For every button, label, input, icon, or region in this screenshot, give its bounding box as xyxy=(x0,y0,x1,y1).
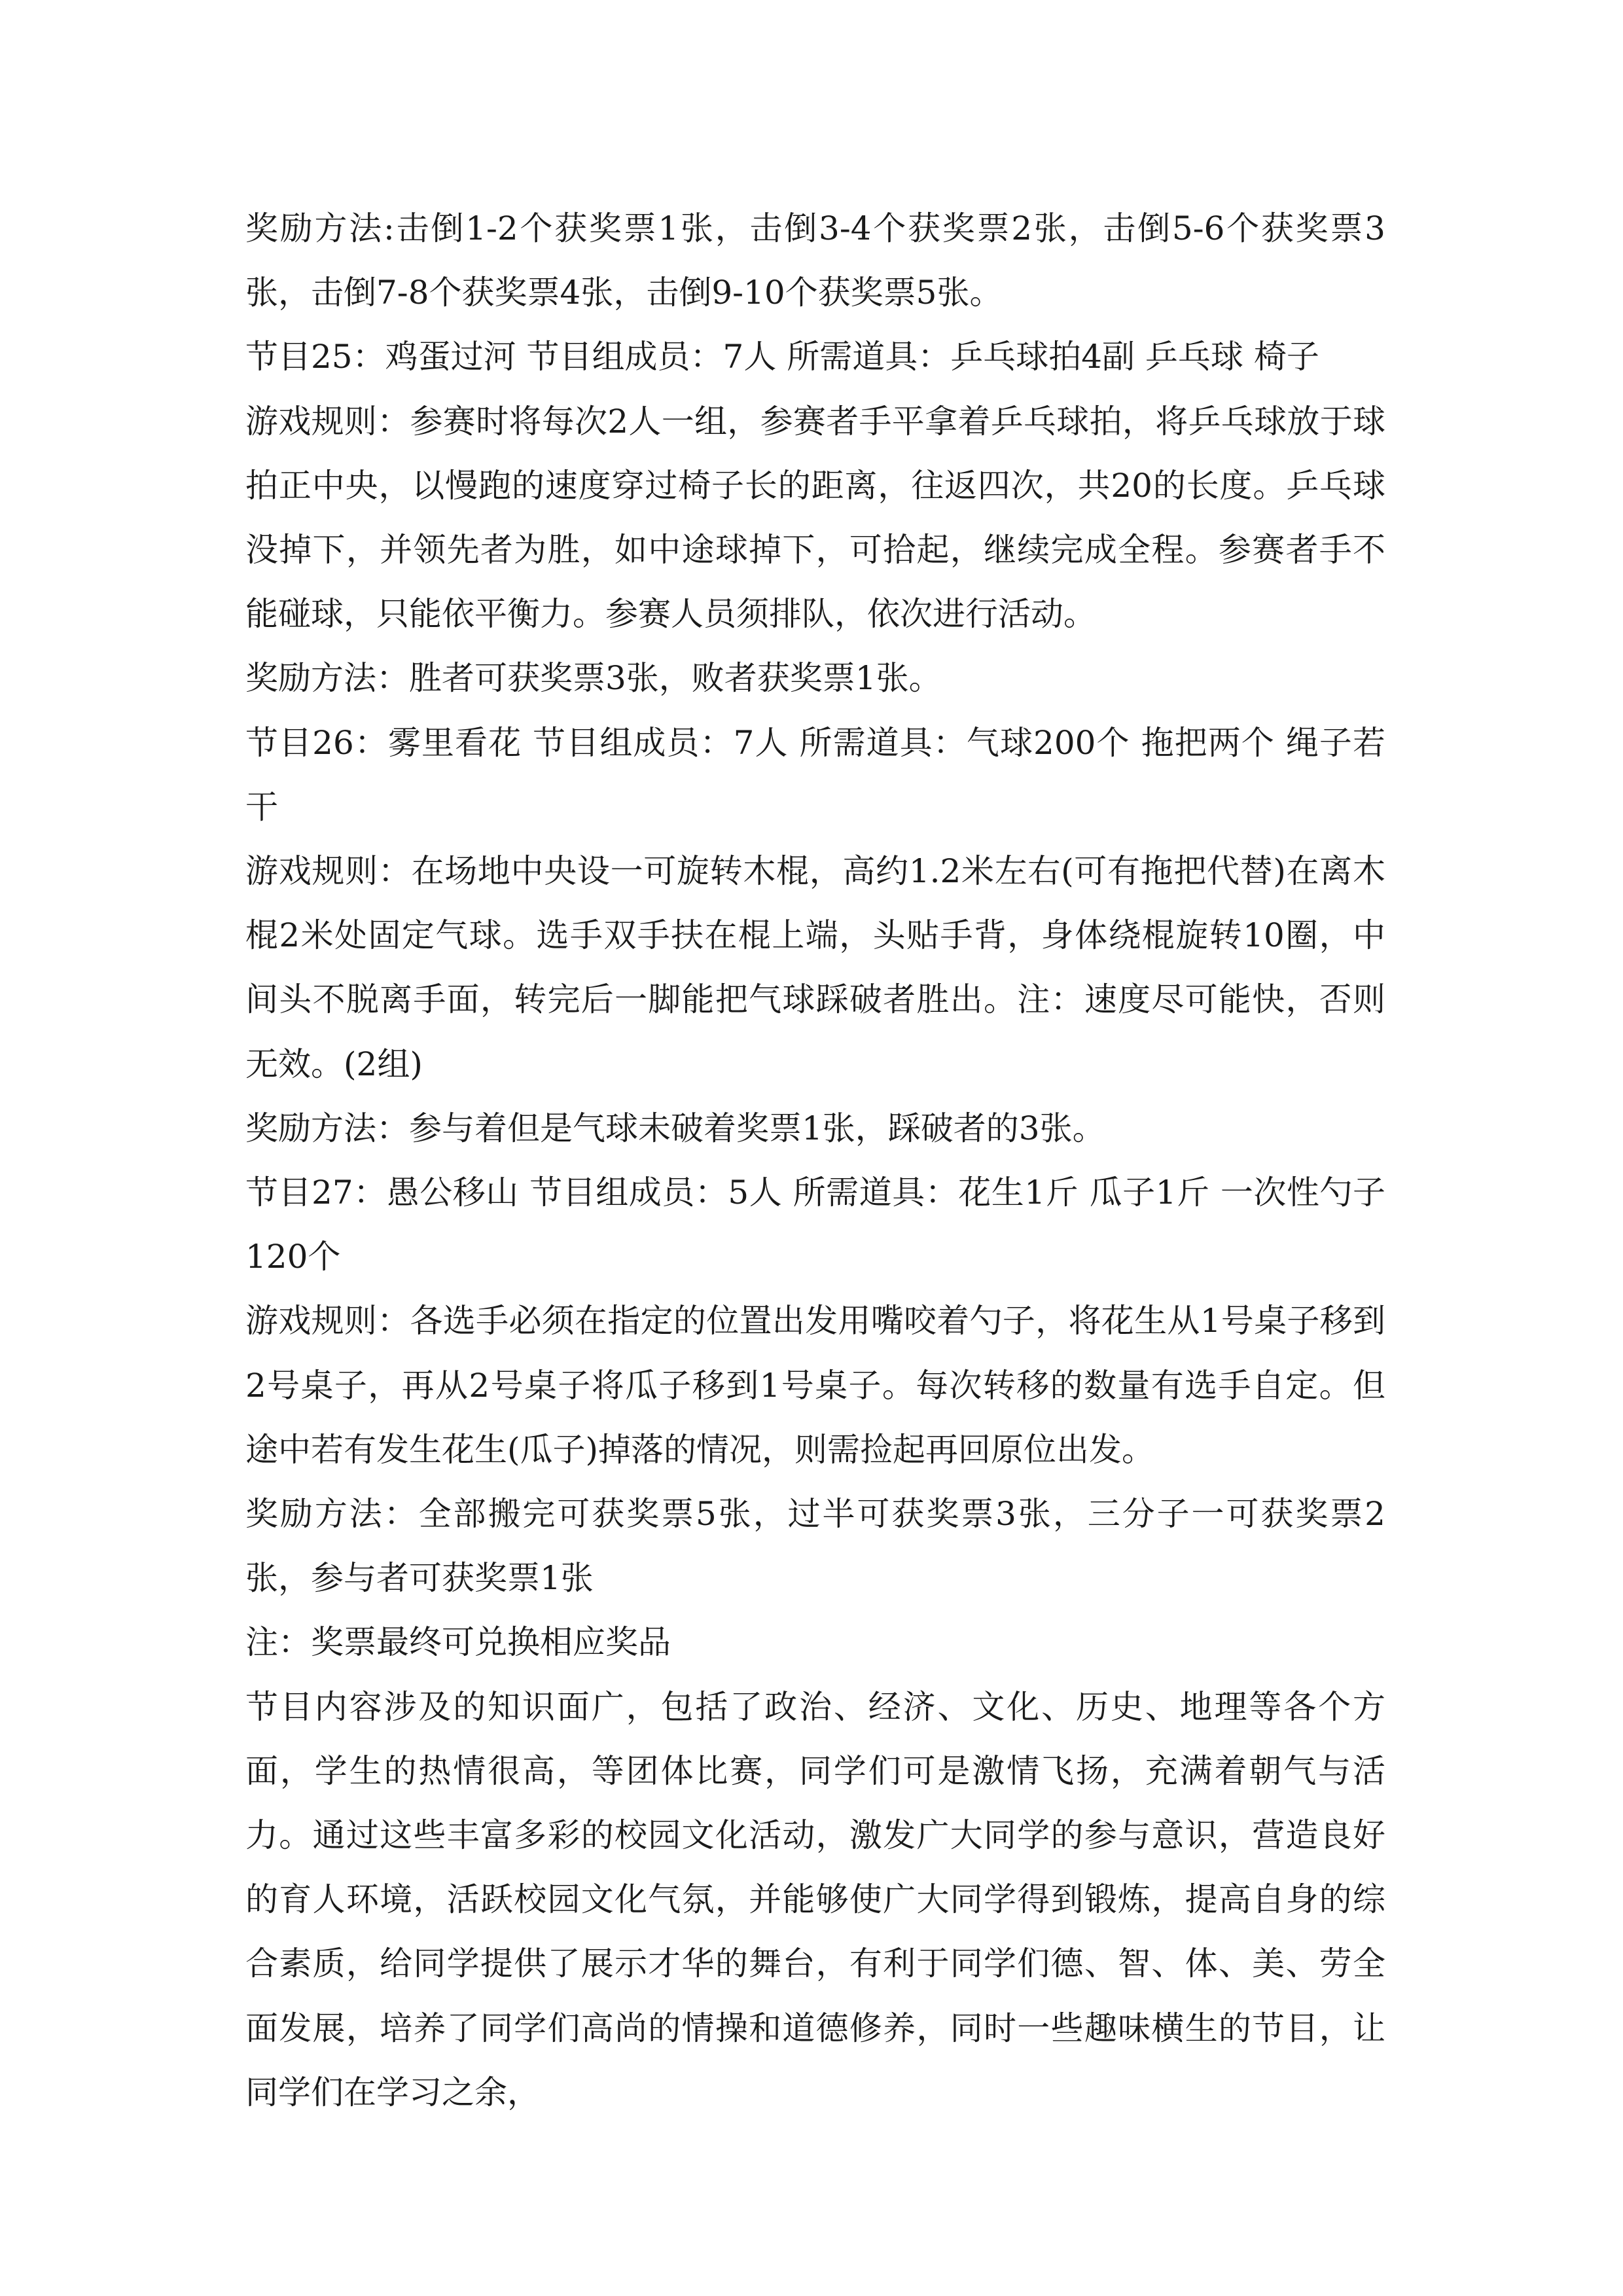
program-26-rules: 游戏规则：在场地中央设一可旋转木棍，高约1.2米左右(可有拖把代替)在离木棍2米处固定气球。选手双手扶在棍上端，头贴手背，身体绕棍旋转10圈，中间头不脱离手面，转完后一脚能把气球踩破者胜出。注：速度尽可能快，否则无效。(2组) xyxy=(245,852,1385,1083)
program-25-heading: 节目25：鸡蛋过河 节目组成员：7人 所需道具：乒乓球拍4副 乒乓球 椅子 xyxy=(245,338,1319,376)
reward-paragraph-knockdown: 奖励方法:击倒1-2个获奖票1张，击倒3-4个获奖票2张，击倒5-6个获奖票3张，击倒7-8个获奖票4张，击倒9-10个获奖票5张。 xyxy=(245,209,1385,312)
program-27-rules: 游戏规则：各选手必须在指定的位置出发用嘴咬着勺子，将花生从1号桌子移到2号桌子，再从2号桌子将瓜子移到1号桌子。每次转移的数量有选手自定。但途中若有发生花生(瓜子)掉落的情况，则需捡起再回原位出发。 xyxy=(245,1302,1385,1469)
program-27-reward: 奖励方法：全部搬完可获奖票5张，过半可获奖票3张，三分子一可获奖票2张，参与者可获奖票1张 xyxy=(245,1495,1385,1598)
program-25-rules: 游戏规则：参赛时将每次2人一组，参赛者手平拿着乒乓球拍，将乒乓球放于球拍正中央，以慢跑的速度穿过椅子长的距离，往返四次，共20的长度。乒乓球没掉下，并领先者为胜，如中途球掉下，可拾起，继续完成全程。参赛者手不能碰球，只能依平衡力。参赛人员须排队，依次进行活动。 xyxy=(245,402,1385,634)
summary-paragraph: 节目内容涉及的知识面广，包括了政治、经济、文化、历史、地理等各个方面，学生的热情很高，等团体比赛，同学们可是激情飞扬，充满着朝气与活力。通过这些丰富多彩的校园文化活动，激发广大同学的参与意识，营造良好的育人环境，活跃校园文化气氛，并能够使广大同学得到锻炼，提高自身的综合素质，给同学提供了展示才华的舞台，有利于同学们德、智、体、美、劳全面发展，培养了同学们高尚的情操和道德修养，同时一些趣味横生的节目，让同学们在学习之余， xyxy=(245,1687,1385,2111)
program-26-heading: 节目26：雾里看花 节目组成员：7人 所需道具：气球200个 拖把两个 绳子若干 xyxy=(245,723,1385,826)
program-25-reward: 奖励方法：胜者可获奖票3张，败者获奖票1张。 xyxy=(245,659,942,698)
program-27-heading: 节目27：愚公移山 节目组成员：5人 所需道具：花生1斤 瓜子1斤 一次性勺子120个 xyxy=(245,1174,1385,1276)
note-paragraph: 注：奖票最终可兑换相应奖品 xyxy=(245,1623,671,1662)
document-body xyxy=(245,196,1385,2125)
program-26-reward: 奖励方法：参与着但是气球未破着奖票1张，踩破者的3张。 xyxy=(245,1109,1105,1147)
